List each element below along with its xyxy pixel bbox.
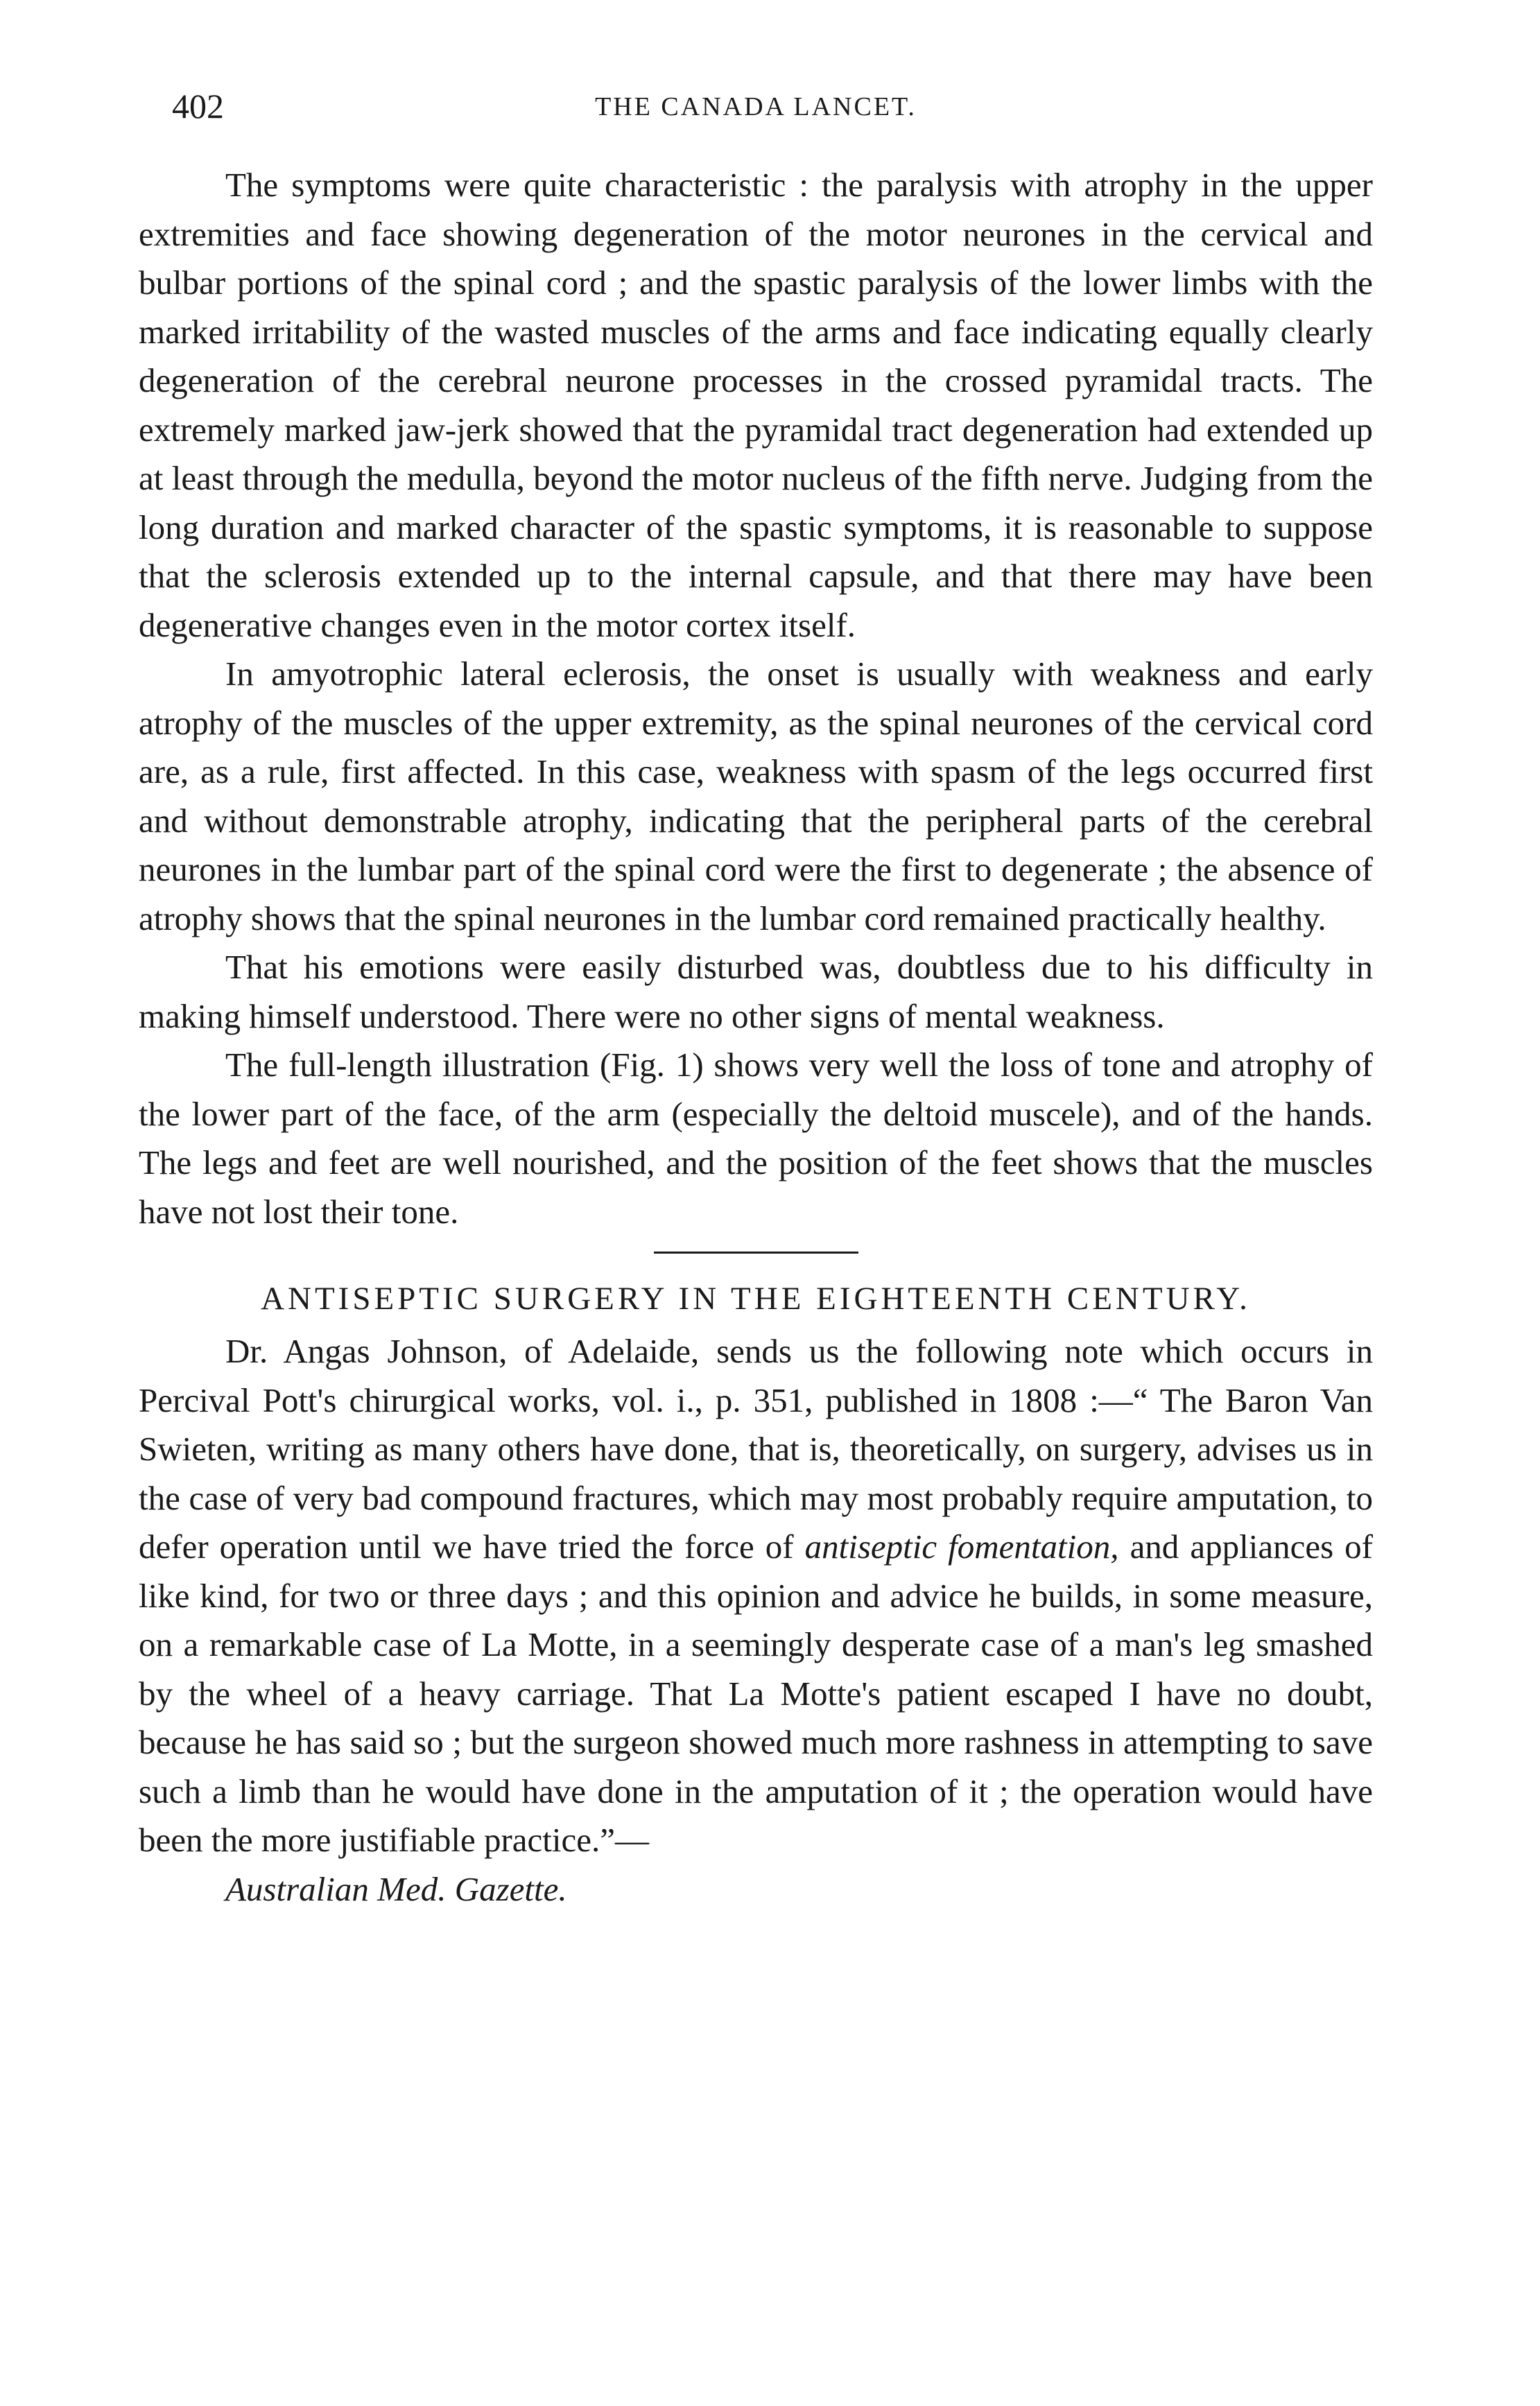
paragraph-emotions: That his emotions were easily disturbed was, doubtless due to his difficulty in making himself understood. There were no other signs of mental weakness.: [139, 948, 1373, 1035]
page-number: 402: [172, 87, 224, 126]
section-heading: ANTISEPTIC SURGERY IN THE EIGHTEENTH CENTURY.: [261, 1281, 1251, 1317]
paragraph-amyotrophic-sclerosis: In amyotrophic lateral eclerosis, the onset is usually with weakness and early atrophy of the muscles of the upper extremity, as the spinal neurones of the cervical cord are, as a rule, first affected. In this case, weakness with spasm of the legs occurred first and without demonstrable atrophy, indicating that the peripheral parts of the cerebral neurones in the lumbar part of the spinal cord were the first to degenerate ; the absence of atrophy shows that the spinal neurones in the lumbar cord remained practically healthy.: [139, 655, 1373, 937]
note-text-before: Dr. Angas Johnson, of Adelaide, sends us the following note which occurs in Percival Pott's chirurgical works, vol. i., p. 351, published in 1808 :—“ The Baron Van Swieten, writing as many others have done, that is, theoretically, on surgery, advises us in the case of very bad compound fractures, which may most probably require amputation, to defer operation until we have tried the force of: [139, 1332, 1373, 1566]
note-text-after: and appliances of like kind, for two or three days ; and this opinion and advice he builds, in some measure, on a remarkable case of La Motte, in a seemingly desperate case of a man's leg smashed by the wheel of a heavy carriage. That La Motte's patient escaped I have no doubt, because he has said so ; but the surgeon showed much more rashness in attempting to save such a limb than he would have done in the amputation of it ; the operation would have been the more justifiable practice.”—: [139, 1527, 1373, 1859]
section-divider: [654, 1252, 858, 1254]
paragraph-symptoms: The symptoms were quite characteristic : the paralysis with atrophy in the upper extremities and face showing degeneration of the motor neurones in the cervical and bulbar portions of the spinal cord ; and the spastic paralysis of the lower limbs with the marked irritability of the wasted muscles of the arms and face indicating equally clearly degeneration of the cerebral neurone processes in the crossed pyramidal tracts. The extremely marked jaw-jerk showed that the pyramidal tract degeneration had extended up at least through the medulla, beyond the motor nucleus of the fifth nerve. Judging from the long duration and marked character of the spastic symptoms, it is reasonable to suppose that the sclerosis extended up to the internal capsule, and that there may have been degenerative changes even in the motor cortex itself.: [139, 166, 1373, 644]
source-citation: Australian Med. Gazette.: [225, 1869, 567, 1908]
journal-title: THE CANADA LANCET.: [595, 92, 917, 121]
italic-phrase: antiseptic fomentation,: [804, 1527, 1119, 1566]
paragraph-illustration: The full-length illustration (Fig. 1) shows very well the loss of tone and atrophy of the lower part of the face, of the arm (especially the deltoid muscele), and of the hands. The legs and feet are well nourished, and the position of the feet shows that the muscles have not lost their tone.: [139, 1046, 1373, 1231]
paragraph-antiseptic-note: [139, 1327, 1373, 1865]
body-text: [139, 161, 1373, 1914]
running-header: [139, 82, 1373, 130]
